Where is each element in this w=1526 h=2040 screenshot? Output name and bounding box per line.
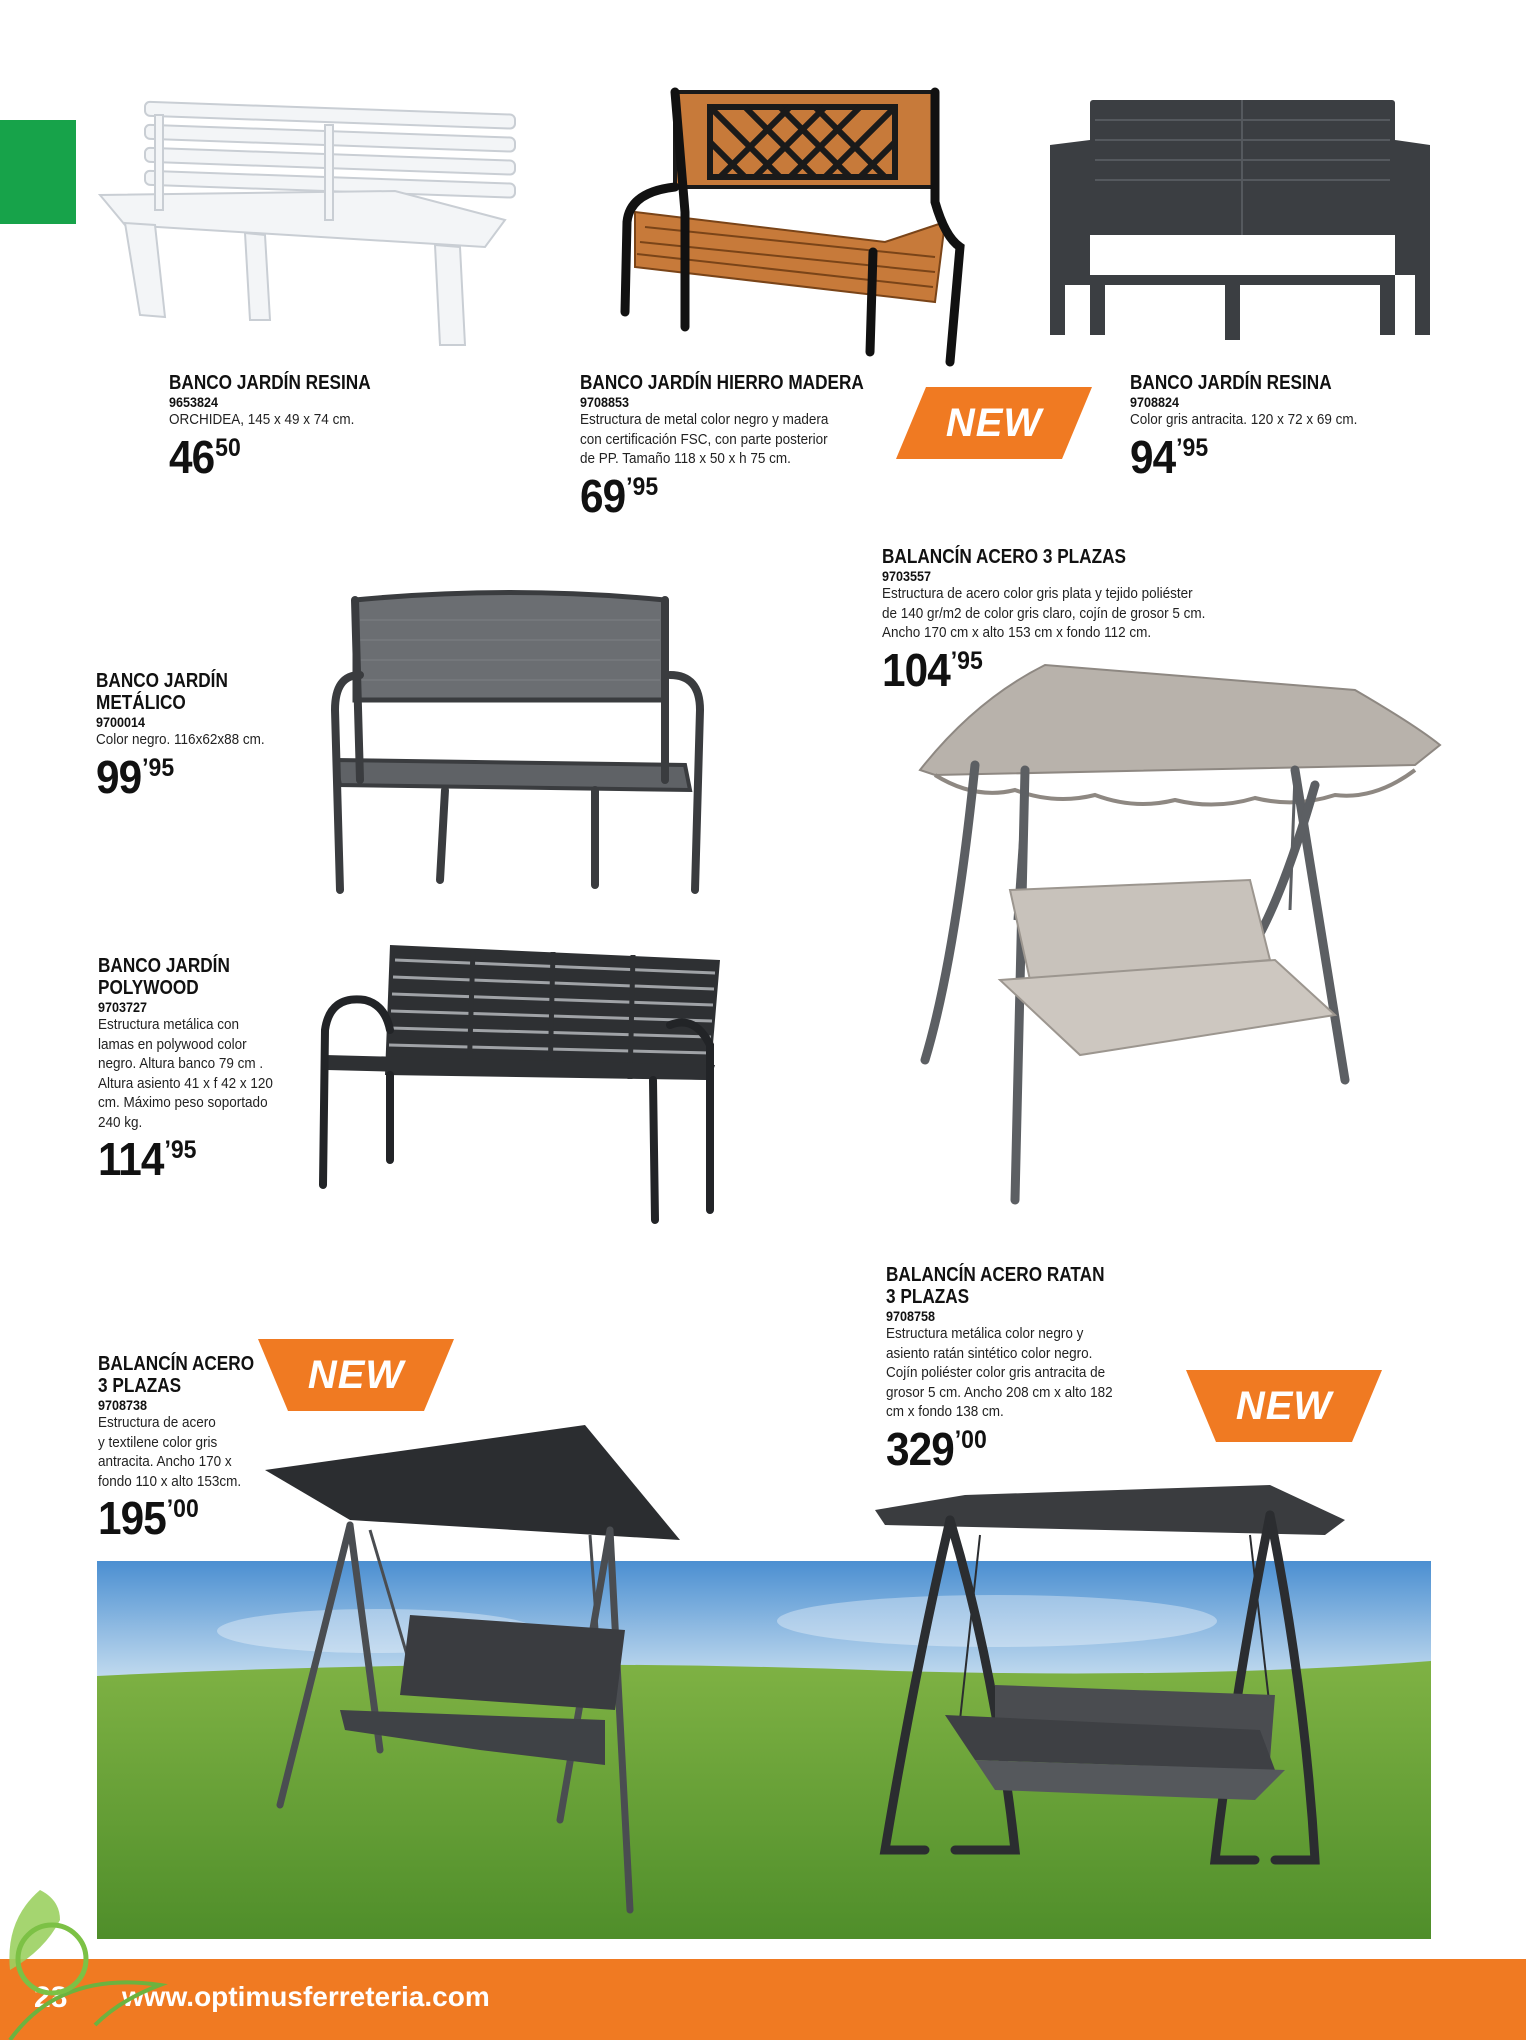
product-description-line: Estructura de metal color negro y madera bbox=[580, 411, 829, 428]
product-price bbox=[98, 1133, 277, 1185]
product-title-line: POLYWOOD bbox=[98, 977, 199, 999]
product-title-line: 3 PLAZAS bbox=[98, 1375, 182, 1397]
price-integer: 114 bbox=[98, 1133, 164, 1185]
product-balancin-textilene bbox=[98, 1353, 279, 1544]
website-link[interactable]: www.optimusferreteria.com bbox=[122, 1981, 490, 2012]
price-integer: 69 bbox=[580, 469, 626, 522]
new-badge-label: NEW bbox=[1235, 1383, 1333, 1428]
product-price bbox=[886, 1422, 1120, 1475]
product-description-line: y textilene color gris bbox=[98, 1433, 218, 1451]
rattan-swing-image bbox=[875, 1470, 1350, 1910]
price-integer: 195 bbox=[98, 1492, 166, 1544]
new-badge bbox=[896, 387, 1092, 459]
product-title: BANCO JARDÍN RESINA bbox=[169, 372, 371, 394]
product-title-line: METÁLICO bbox=[96, 692, 186, 714]
product-description-line: grosor 5 cm. Ancho 208 cm x alto 182 bbox=[886, 1383, 1113, 1401]
product-price bbox=[169, 430, 385, 483]
product-description: Color gris antracita. 120 x 72 x 69 cm. bbox=[1130, 411, 1358, 428]
iron-wood-bench-image bbox=[615, 82, 975, 367]
product-title-line: BALANCÍN ACERO bbox=[98, 1353, 255, 1375]
product-description-line: lamas en polywood color bbox=[98, 1035, 247, 1053]
new-badge-label: NEW bbox=[945, 400, 1043, 445]
product-balancin-acero-gris bbox=[882, 546, 1241, 696]
product-description-line: antracita. Ancho 170 x bbox=[98, 1453, 232, 1470]
product-description-line: asiento ratán sintético color negro. bbox=[886, 1344, 1093, 1362]
polywood-bench-image bbox=[315, 940, 725, 1225]
product-description-line: Estructura metálica con bbox=[98, 1016, 240, 1033]
dark-swing-image bbox=[260, 1420, 680, 1920]
product-banco-metalico bbox=[96, 670, 283, 803]
price-integer: 99 bbox=[96, 750, 142, 803]
leaf-decoration-icon bbox=[0, 1880, 180, 2040]
product-banco-polywood bbox=[98, 955, 292, 1185]
product-price bbox=[96, 750, 268, 803]
product-description-line: negro. Altura banco 79 cm . bbox=[98, 1055, 264, 1072]
price-decimal: ’95 bbox=[626, 472, 659, 501]
product-price bbox=[580, 469, 884, 522]
price-decimal: ’95 bbox=[164, 1136, 197, 1164]
product-description-line: de 140 gr/m2 de color gris claro, cojín de grosor 5 cm. bbox=[882, 604, 1206, 622]
light-swing-image bbox=[915, 660, 1445, 1205]
product-banco-hierro-madera bbox=[580, 372, 910, 522]
price-decimal: ’95 bbox=[950, 646, 983, 675]
product-code: 9708853 bbox=[580, 394, 630, 410]
price-decimal: ’00 bbox=[166, 1495, 199, 1523]
product-balancin-ratan bbox=[886, 1264, 1140, 1475]
price-integer: 94 bbox=[1130, 430, 1176, 483]
product-description-line: con certificación FSC, con parte posterior bbox=[580, 430, 828, 448]
product-description-line: cm x fondo 138 cm. bbox=[886, 1403, 1004, 1420]
product-price bbox=[1130, 430, 1362, 483]
footer-bar bbox=[0, 1959, 1526, 2040]
product-code: 9708758 bbox=[886, 1308, 936, 1324]
white-resin-bench-image bbox=[95, 95, 530, 355]
product-code: 9653824 bbox=[169, 394, 219, 410]
product-description-line: Estructura metálica color negro y bbox=[886, 1325, 1084, 1342]
product-description-line: Estructura de acero color gris plata y tejido poliéster bbox=[882, 585, 1193, 602]
product-description-line: fondo 110 x alto 153cm. bbox=[98, 1472, 242, 1490]
product-price bbox=[98, 1492, 265, 1544]
product-description-line: Altura asiento 41 x f 42 x 120 bbox=[98, 1074, 273, 1092]
new-badge bbox=[1186, 1370, 1382, 1442]
page-number: 28 bbox=[34, 1981, 68, 2014]
product-code: 9703727 bbox=[98, 999, 148, 1015]
product-code: 9708738 bbox=[98, 1397, 148, 1413]
price-integer: 104 bbox=[882, 643, 950, 696]
product-title-line: BANCO JARDÍN bbox=[96, 670, 228, 692]
product-description: Color negro. 116x62x88 cm. bbox=[96, 731, 265, 748]
product-description: ORCHIDEA, 145 x 49 x 74 cm. bbox=[169, 411, 355, 428]
product-code: 9708824 bbox=[1130, 394, 1180, 410]
product-title-line: BALANCÍN ACERO RATAN bbox=[886, 1264, 1105, 1286]
product-title: BANCO JARDÍN HIERRO MADERA bbox=[580, 372, 864, 394]
price-decimal: 50 bbox=[215, 433, 241, 462]
price-integer: 46 bbox=[169, 430, 215, 483]
price-decimal: ’95 bbox=[142, 753, 175, 782]
price-decimal: ’00 bbox=[954, 1425, 987, 1454]
product-title-line: BANCO JARDÍN bbox=[98, 955, 230, 977]
product-banco-resina-antracita bbox=[1130, 372, 1383, 483]
new-badge bbox=[258, 1339, 454, 1411]
product-description-line: Estructura de acero bbox=[98, 1414, 216, 1431]
product-description-line: Ancho 170 cm x alto 153 cm x fondo 112 cm. bbox=[882, 624, 1152, 641]
product-title: BANCO JARDÍN RESINA bbox=[1130, 372, 1332, 394]
product-description-line: Cojín poliéster color gris antracita de bbox=[886, 1364, 1106, 1381]
product-code: 9700014 bbox=[96, 714, 146, 730]
anthracite-resin-bench-image bbox=[1050, 95, 1435, 340]
price-decimal: ’95 bbox=[1176, 433, 1209, 462]
product-code: 9703557 bbox=[882, 568, 932, 584]
new-badge-label: NEW bbox=[307, 1352, 405, 1397]
product-price bbox=[882, 643, 1213, 696]
product-description-line: de PP. Tamaño 118 x 50 x h 75 cm. bbox=[580, 450, 791, 467]
product-title: BALANCÍN ACERO 3 PLAZAS bbox=[882, 546, 1126, 568]
metal-bench-image bbox=[320, 590, 710, 900]
product-description-line: cm. Máximo peso soportado bbox=[98, 1094, 268, 1111]
price-integer: 329 bbox=[886, 1422, 954, 1475]
section-tab bbox=[0, 120, 76, 224]
product-banco-resina-blanco bbox=[169, 372, 403, 483]
product-title-line: 3 PLAZAS bbox=[886, 1286, 970, 1308]
product-description-line: 240 kg. bbox=[98, 1113, 143, 1131]
